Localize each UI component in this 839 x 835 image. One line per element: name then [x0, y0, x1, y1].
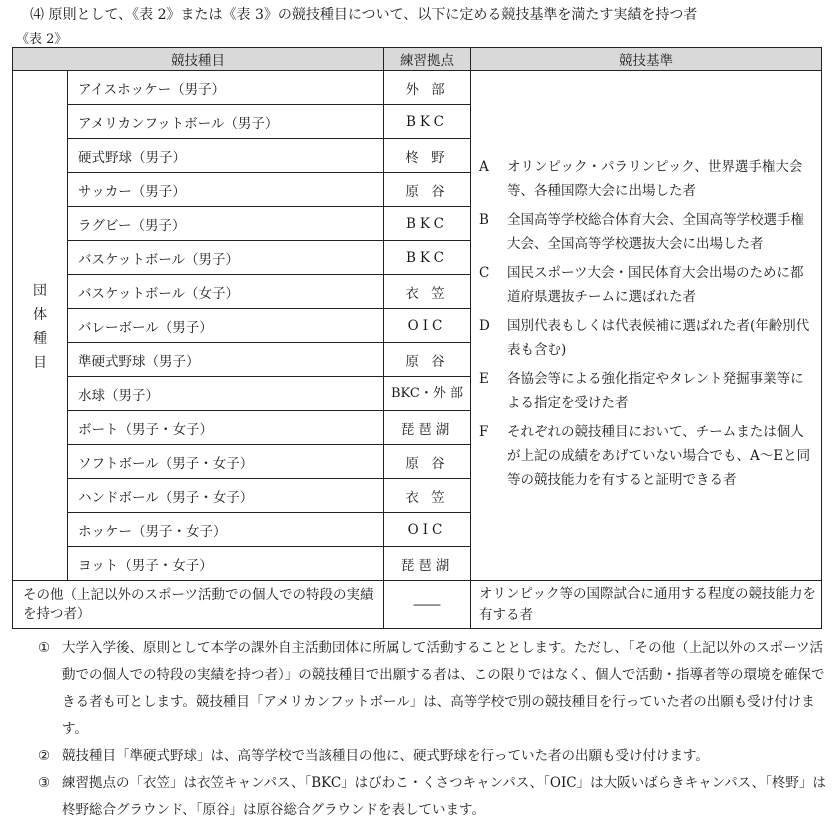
group-label-char: 団 [33, 282, 47, 299]
practice-base: 衣 笠 [384, 479, 471, 513]
group-label-char: 目 [33, 354, 47, 371]
header-event: 競技種目 [13, 48, 384, 71]
note-text: 練習拠点の「衣笠」は衣笠キャンパス、「BKC」はびわこ・くさつキャンパス、「OIC」は大阪いばらきキャンパス、「柊野」は柊野総合グラウンド、「原谷」は原谷総合グラウンドを表しています。 [62, 775, 826, 818]
practice-base: 琵琶湖 [384, 411, 471, 445]
criteria-item [479, 208, 811, 256]
note-number: ① [38, 640, 51, 656]
event-name: ヨット（男子・女子） [68, 547, 384, 581]
event-name: バスケットボール（女子） [68, 275, 384, 309]
criteria-item [479, 155, 811, 203]
event-name: バスケットボール（男子） [68, 241, 384, 275]
other-practice-base: ―― [384, 581, 471, 629]
sports-table [12, 47, 822, 629]
practice-base: BKC [384, 105, 471, 139]
criteria-cell [471, 71, 822, 581]
note-item [38, 743, 828, 770]
event-name: バレーボール（男子） [68, 309, 384, 343]
criteria-item [479, 261, 811, 309]
note-number: ② [38, 748, 51, 764]
criteria-key: C [479, 264, 490, 281]
practice-base: 琵琶湖 [384, 547, 471, 581]
criteria-key: A [479, 158, 489, 175]
header-criteria: 競技基準 [471, 48, 822, 71]
practice-base: 衣 笠 [384, 275, 471, 309]
practice-base: 外 部 [384, 71, 471, 105]
group-label-char: 体 [33, 306, 47, 323]
criteria-text: 全国高等学校総合体育大会、全国高等学校選手権大会、全国高等学校選抜大会に出場した者 [507, 211, 804, 252]
event-name: 準硬式野球（男子） [68, 343, 384, 377]
note-text: 大学入学後、原則として本学の課外自主活動団体に所属して活動することとします。ただし、「その他（上記以外のスポーツ活動での個人での特段の実績を持つ者）」の競技種目で出願する者は、この限りではなく、個人で活動・指導者等の環境を確保できる者も可とします。競技種目「アメリカンフットボール」は、高等学校で別の競技種目を行っていた者の出願も受け付けます。 [62, 640, 825, 737]
criteria-item [479, 314, 811, 362]
criteria-key: E [479, 370, 489, 387]
criteria-item [479, 367, 811, 415]
practice-base: 原 谷 [384, 343, 471, 377]
practice-base: 原 谷 [384, 445, 471, 479]
table-body [13, 71, 822, 629]
header-base: 練習拠点 [384, 48, 471, 71]
section-heading: ⑷ 原則として、《表 2》または《表 3》の競技種目について、以下に定める競技基準を満たす実績を持つ者 [30, 7, 698, 23]
note-number: ③ [38, 775, 51, 791]
other-criteria: オリンピック等の国際試合に通用する程度の競技能力を有する者 [471, 581, 822, 629]
event-name: 硬式野球（男子） [68, 139, 384, 173]
event-name: ボート（男子・女子） [68, 411, 384, 445]
event-name: ソフトボール（男子・女子） [68, 445, 384, 479]
event-name: アメリカンフットボール（男子） [68, 105, 384, 139]
practice-base: BKC [384, 207, 471, 241]
other-event-name: その他（上記以外のスポーツ活動での個人での特段の実績を持つ者） [13, 581, 384, 629]
criteria-key: F [479, 423, 489, 440]
criteria-text: オリンピック・パラリンピック、世界選手権大会等、各種国際大会に出場した者 [507, 158, 803, 199]
practice-base: BKC [384, 241, 471, 275]
criteria-text: 国別代表もしくは代表候補に選ばれた者(年齢別代表も含む) [507, 317, 810, 358]
criteria-text: 国民スポーツ大会・国民体育大会出場のために都道府県選抜チームに選ばれた者 [507, 264, 804, 305]
event-name: ラグビー（男子） [68, 207, 384, 241]
event-name: 水球（男子） [68, 377, 384, 411]
practice-base: 柊 野 [384, 139, 471, 173]
group-label-char: 種 [33, 330, 47, 347]
notes-list [38, 635, 828, 824]
event-name: アイスホッケー（男子） [68, 71, 384, 105]
note-text: 競技種目「準硬式野球」は、高等学校で当該種目の他に、硬式野球を行っていた者の出願も受け付けます。 [62, 748, 709, 764]
note-item [38, 770, 828, 824]
practice-base: 原 谷 [384, 173, 471, 207]
table-label: 《表 2》 [16, 32, 68, 47]
practice-base: OIC [384, 513, 471, 547]
practice-base: BKC・外 部 [384, 377, 471, 411]
criteria-text: それぞれの競技種目において、チームまたは個人が上記の成績をあげていない場合でも、A～Eと同等の競技能力を有すると証明できる者 [507, 423, 811, 488]
event-name: ホッケー（男子・女子） [68, 513, 384, 547]
event-name: ハンドボール（男子・女子） [68, 479, 384, 513]
criteria-item [479, 420, 811, 492]
criteria-text: 各協会等による強化指定やタレント発掘事業等による指定を受けた者 [507, 370, 804, 411]
criteria-key: D [479, 317, 490, 334]
criteria-key: B [479, 211, 489, 228]
table-row [13, 71, 822, 105]
group-label-cell [13, 71, 68, 581]
practice-base: OIC [384, 309, 471, 343]
event-name: サッカー（男子） [68, 173, 384, 207]
note-item [38, 635, 828, 743]
table-row-other [13, 581, 822, 629]
